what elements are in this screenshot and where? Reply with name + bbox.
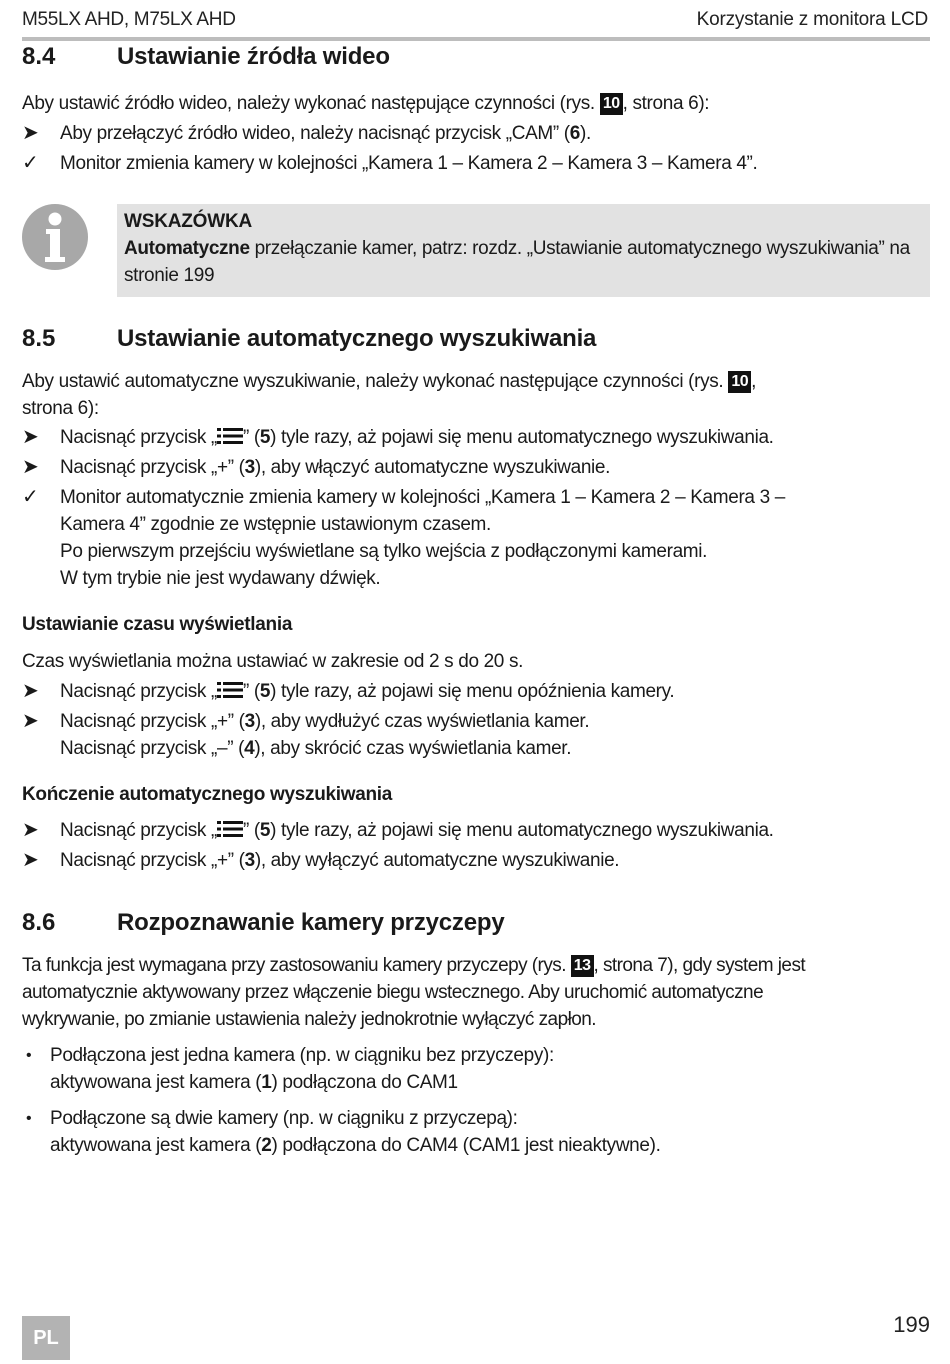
step-arrow-icon: ➤: [22, 456, 39, 478]
step-arrow-icon: ➤: [22, 710, 39, 732]
paragraph: Ta funkcja jest wymagana przy zastosowaniu kamery przyczepy (rys. 13 , strona 7), gdy system jest automatycznie aktywowany przez włączenie biegu wstecznego. Aby uruchomić automatyczne wykrywanie, po zmianie ustawienia należy jednokrotnie wyłączyć zapłon.: [22, 955, 806, 1030]
figure-ref-badge: 13: [571, 955, 594, 977]
section-number: 8.6: [22, 909, 56, 936]
language-badge: PL: [22, 1316, 70, 1360]
bullet-dot: •: [26, 1110, 32, 1127]
subsection-heading: Ustawianie czasu wyświetlania: [22, 614, 293, 635]
step-arrow-icon: ➤: [22, 680, 39, 702]
subsection-heading: Kończenie automatycznego wyszukiwania: [22, 784, 393, 805]
checkmark-icon: ✓: [22, 486, 39, 508]
manual-page: M55LX AHD, M75LX AHD Korzystanie z monitora LCD 8.4 Ustawianie źródła wideo Aby ustawić źródło wideo, należy wykonać następujące czynności (rys. 10 , strona 6): ➤ Aby przełączyć źródło wideo, należy nacisnąć przycisk „CAM” (6). ✓ Monitor zmienia kamery w kolejności „Kamera 1 – Kamera 2 – Kamera 3 – Kamera 4”. WSKAZÓWKA Automatyczne przełączanie kamer, patrz: rozdz. „Ustawianie automatycznego wyszukiwania” na stronie 199 8.5 Ustawianie automatycznego wyszukiwania Aby ustawić automatyczne wyszukiwanie, należy wykonać następujące czynności (rys. 10 , strona 6): ➤ Nacisnąć przycisk „ ” (5) tyle razy, aż pojawi się menu automatycznego wyszukiwania. ➤ Nacisnąć przycisk „+” (3), aby włączyć automatyczne wyszukiwanie. ✓ Monitor automatycznie zmienia kamery w kolejności „Kamera 1 – Kamera 2 – Kamera 3 – Kamera 4” zgodnie ze wstępnie ustawionym czasem. Po pierwszym przejściu wyświetlane są tylko wejścia z podłączonymi kamerami. W tym trybie nie jest wydawany dźwięk. Ustawianie czasu wyświetlania Czas wyświetlania można ustawiać w zakresie od 2 s do 20 s. ➤ Nacisnąć przycisk „ ” (5) tyle razy, aż pojawi się menu opóźnienia kamery. ➤ Nacisnąć przycisk „+” (3), aby wydłużyć czas wyświetlania kamer. Nacisnąć przycisk „–” (4), aby skrócić czas wyświetlania kamer. Kończenie automatycznego wyszukiwania ➤ Nacisnąć przycisk „ ” (5) tyle razy, aż pojawi się menu automatycznego wyszukiwania. ➤ Nacisnąć przycisk „+” (3), aby wyłączyć automatyczne wyszukiwanie. 8.6 Rozpoznawanie kamery przyczepy Ta funkcja jest wymagana przy zastosowaniu kamery przyczepy (rys. 13 , strona 7), gdy system jest automatycznie aktywowany przez włączenie biegu wstecznego. Aby uruchomić automatyczne wykrywanie, po zmianie ustawienia należy jednokrotnie wyłączyć zapłon. • Podłączona jest jedna kamera (np. w ciągniku bez przyczepy): aktywowana jest kamera (1) podłączona do CAM1 • Podłączone są dwie kamery (np. w ciągniku z przyczepą): aktywowana jest kamera (2) podłączona do CAM4 (CAM1 jest nieaktywne). PL 199: [0, 0, 950, 1364]
menu-icon: [217, 819, 243, 839]
figure-ref-badge: 10: [600, 93, 623, 115]
section-title: Ustawianie automatycznego wyszukiwania: [117, 325, 597, 352]
step-arrow-icon: ➤: [22, 819, 39, 841]
figure-ref-badge: 10: [728, 371, 751, 393]
header-divider: [22, 37, 930, 41]
bullet-dot: •: [26, 1047, 32, 1064]
step-arrow-icon: ➤: [22, 849, 39, 871]
menu-icon: [217, 426, 243, 446]
paragraph: Czas wyświetlania można ustawiać w zakresie od 2 s do 20 s.: [22, 651, 524, 672]
section-number: 8.5: [22, 325, 56, 352]
info-icon: [22, 204, 88, 270]
step-arrow-icon: ➤: [22, 426, 39, 448]
note-text: Automatyczne przełączanie kamer, patrz: rozdz. „Ustawianie automatycznego wyszukiwania” na stronie 199: [124, 238, 910, 286]
note-heading: WSKAZÓWKA: [124, 211, 253, 232]
section-number: 8.4: [22, 43, 56, 70]
header-chapter: Korzystanie z monitora LCD: [696, 9, 928, 30]
header-model: M55LX AHD, M75LX AHD: [22, 9, 236, 30]
section-title: Rozpoznawanie kamery przyczepy: [117, 909, 505, 936]
page-header: [22, 8, 928, 32]
paragraph: Aby ustawić automatyczne wyszukiwanie, należy wykonać następujące czynności (rys. 10 , strona 6):: [22, 371, 757, 419]
menu-icon: [217, 680, 243, 700]
section-title: Ustawianie źródła wideo: [117, 43, 390, 70]
paragraph: Aby ustawić źródło wideo, należy wykonać następujące czynności (rys. 10 , strona 6):: [22, 93, 710, 114]
step-arrow-icon: ➤: [22, 122, 39, 144]
checkmark-icon: ✓: [22, 152, 39, 174]
page-number: 199: [893, 1312, 930, 1337]
note-box: [117, 204, 930, 297]
